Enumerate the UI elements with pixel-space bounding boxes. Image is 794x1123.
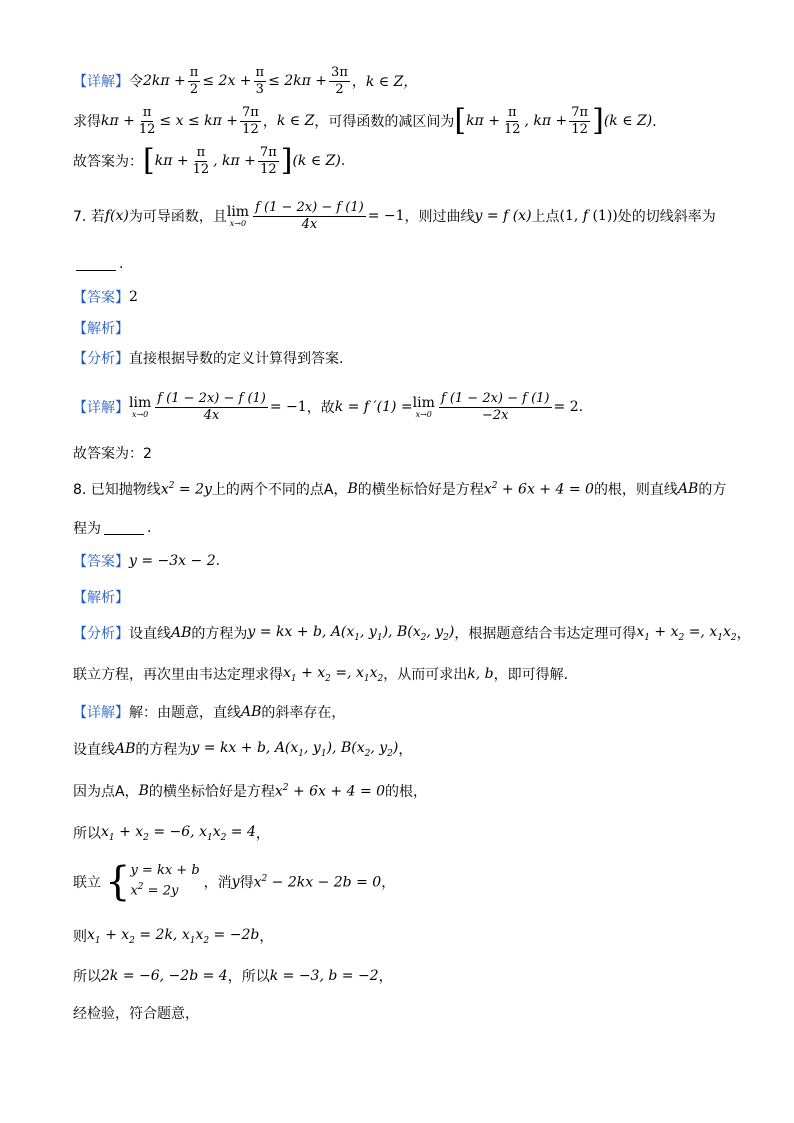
q8-text: 联立 bbox=[73, 875, 101, 891]
q8-detail-6 bbox=[73, 926, 273, 946]
fraction: $\frac{\pi}{12}$ bbox=[503, 105, 521, 137]
detail-line-3 bbox=[73, 143, 346, 179]
q7-line-1 bbox=[73, 201, 716, 231]
q8-text: 的根， bbox=[385, 784, 428, 800]
q8-text: 的根，则直线 bbox=[593, 482, 678, 498]
q8-text: 程为 bbox=[73, 521, 101, 537]
q8-detail-2 bbox=[73, 739, 412, 759]
q8-text: 的方程为 bbox=[135, 742, 192, 758]
detail-tag: 【详解】 bbox=[73, 400, 129, 417]
q8-detail-8 bbox=[73, 1003, 199, 1023]
math-expr: kπ + bbox=[466, 113, 500, 130]
math-point: (1, f (1)) bbox=[559, 208, 618, 225]
q7-detail bbox=[73, 392, 583, 422]
comma: ， bbox=[736, 626, 751, 642]
q7-analyze bbox=[73, 348, 343, 368]
analysis-tag: 【解析】 bbox=[73, 321, 129, 337]
bracket-close: ] bbox=[280, 143, 293, 179]
math-expr: $x^2 + 6x + 4 = 0$ bbox=[483, 480, 594, 498]
math-expr: AB bbox=[241, 704, 262, 720]
math-expr: y = kx + b, $A(x_1$, $y_1$), $B(x_2$, $y_2$) bbox=[247, 623, 455, 643]
q8-text: 的斜率存在， bbox=[261, 705, 346, 721]
comma: ， bbox=[262, 114, 277, 131]
fraction: $\frac{\pi}{12}$ bbox=[192, 145, 210, 177]
q8-text: ，即可得解. bbox=[493, 667, 569, 683]
math-expr: $x^2 = 2y$ bbox=[160, 480, 212, 498]
math-expr: 2kπ + bbox=[143, 73, 186, 90]
q8-text: 联立方程，再次里由韦达定理求得 bbox=[73, 667, 283, 683]
q8-text: 的方 bbox=[698, 482, 727, 498]
comma: ， bbox=[381, 875, 396, 891]
analyze-tag: 【分析】 bbox=[73, 351, 129, 367]
q8-text: 因为点A， bbox=[73, 784, 139, 800]
fraction: $\frac{7\pi}{12}$ bbox=[571, 105, 589, 137]
answer-tag: 【答案】 bbox=[73, 290, 129, 306]
math-expr: k = f ′(1) = bbox=[334, 399, 413, 416]
k-in-z: k ∈ Z， bbox=[365, 74, 418, 91]
fraction: $\frac{\pi}{3}$ bbox=[255, 65, 265, 97]
q8-detail-1 bbox=[73, 702, 345, 722]
math-expr: 2k = −6, −2b = 4 bbox=[101, 968, 228, 984]
q8-line-1 bbox=[73, 479, 726, 499]
fraction: $\frac{f (1 - 2x) - f (1)}{-2x}$ bbox=[440, 391, 550, 423]
math-expr: ≤ 2kπ + bbox=[268, 73, 328, 90]
answer-blank bbox=[76, 269, 116, 271]
comma: ， bbox=[255, 826, 270, 842]
answer-value: 2 bbox=[129, 289, 138, 305]
q8-line-2 bbox=[73, 518, 151, 538]
q7-text: 为可导函数，且 bbox=[128, 209, 227, 226]
math-expr: AB bbox=[115, 741, 136, 757]
math-expr: , kπ + bbox=[213, 153, 256, 170]
equation-system: { y = kx + b $x^2 = 2y$ bbox=[105, 859, 200, 905]
q8-text: ，从而可求出 bbox=[383, 667, 468, 683]
q8-text: 的横坐标恰好是方程 bbox=[148, 784, 275, 800]
fraction: $\frac{7\pi}{12}$ bbox=[259, 145, 277, 177]
k-in-z: (k ∈ Z) bbox=[603, 113, 653, 130]
q8-detail-4 bbox=[73, 823, 270, 843]
math-expr: y = f (x) bbox=[474, 208, 532, 225]
bracket-close: ] bbox=[592, 103, 604, 139]
math-expr: = −1 bbox=[367, 208, 405, 225]
detail-line-1 bbox=[73, 66, 417, 96]
k-in-z: (k ∈ Z) bbox=[292, 153, 341, 170]
q8-detail-3 bbox=[73, 781, 427, 801]
q7-text: 处的切线斜率为 bbox=[617, 209, 716, 226]
q7-text: ，则过曲线 bbox=[404, 209, 475, 226]
fraction: $\frac{7\pi}{12}$ bbox=[242, 105, 259, 137]
fraction: $\frac{f (1 - 2x) - f (1)}{4x}$ bbox=[255, 200, 364, 232]
final-answer: 故答案为：2 bbox=[73, 446, 152, 462]
q7-number: 7. 若 bbox=[73, 209, 105, 226]
math-expr: B bbox=[138, 783, 149, 799]
math-expr: kπ + bbox=[101, 113, 135, 130]
math-expr: $x_1 + x_2$ =, $x_1x_2$ bbox=[283, 664, 384, 684]
fraction: $\frac{f (1 - 2x) - f (1)}{4x}$ bbox=[157, 391, 266, 423]
period: . bbox=[119, 256, 124, 272]
answer-tag: 【答案】 bbox=[73, 554, 129, 570]
q8-text: ，所以 bbox=[227, 969, 270, 985]
q8-answer bbox=[73, 551, 220, 571]
math-expr: , kπ + bbox=[524, 113, 568, 130]
period: . bbox=[215, 553, 221, 569]
q7-text: ，故 bbox=[306, 400, 335, 417]
q8-text: 所以 bbox=[73, 826, 101, 842]
q8-text: 得 bbox=[239, 875, 254, 891]
q8-text: 所以 bbox=[73, 969, 101, 985]
q8-text: 则 bbox=[73, 929, 87, 945]
math-expr: $x^2 + 6x + 4 = 0$ bbox=[274, 782, 386, 800]
math-expr: $x_1 + x_2 = 2k$, $x_1x_2 = -2b$ bbox=[87, 926, 260, 946]
q8-text: 解：由题意，直线 bbox=[129, 705, 241, 721]
fraction: $\frac{\pi}{2}$ bbox=[189, 65, 199, 97]
math-expr: $x_1 + x_2$ =, $x_1x_2$ bbox=[636, 623, 737, 643]
comma: ， bbox=[398, 742, 413, 758]
detail-line-2 bbox=[73, 103, 667, 139]
analyze-text: 直接根据导数的定义计算得到答案. bbox=[129, 351, 344, 367]
q7-text: 上点 bbox=[531, 209, 560, 226]
math-expr: $x^2 - 2kx - 2b = 0$ bbox=[253, 873, 382, 891]
fraction: $\frac{3\pi}{2}$ bbox=[331, 65, 348, 97]
text-answer-label: 故答案为： bbox=[73, 154, 143, 171]
math-expr: = 2. bbox=[553, 399, 584, 416]
q8-detail-7 bbox=[73, 966, 393, 986]
q8-text: 8. 已知抛物线 bbox=[73, 482, 161, 498]
fraction: $\frac{\pi}{12}$ bbox=[138, 105, 156, 137]
period: . bbox=[340, 153, 346, 170]
comma: ， bbox=[378, 969, 393, 985]
math-expr: = −1 bbox=[269, 399, 307, 416]
math-expr: AB bbox=[171, 625, 192, 641]
q8-detail-5 bbox=[73, 859, 396, 905]
bracket-open: [ bbox=[143, 143, 155, 179]
math-fx: f(x) bbox=[104, 208, 129, 225]
math-expr: y = kx + b, $A(x_1$, $y_1$), $B(x_2$, $y_2$) bbox=[191, 739, 399, 759]
q8-text: 上的两个不同的点A， bbox=[211, 482, 348, 498]
comma: ， bbox=[259, 929, 274, 945]
math-expr: ≤ x ≤ kπ + bbox=[159, 113, 239, 130]
text-zhiqu: ，可得函数的减区间为 bbox=[314, 114, 455, 131]
analysis-tag: 【解析】 bbox=[73, 590, 129, 606]
k-in-z: k ∈ Z bbox=[276, 113, 315, 130]
math-expr: k, b bbox=[467, 666, 494, 682]
math-expr: kπ + bbox=[154, 153, 189, 170]
q8-text: 设直线 bbox=[129, 626, 171, 642]
math-expr: B bbox=[347, 481, 358, 497]
math-expr: AB bbox=[677, 481, 699, 497]
math-expr: $x_1 + x_2 = -6$, $x_1x_2 = 4$ bbox=[101, 823, 256, 843]
detail-tag: 【详解】 bbox=[73, 705, 129, 721]
comma: ， bbox=[351, 74, 366, 91]
period: ． bbox=[652, 114, 667, 131]
answer-blank bbox=[104, 533, 144, 535]
q8-text: 设直线 bbox=[73, 742, 115, 758]
q7-answer bbox=[73, 287, 138, 307]
math-expr: y bbox=[231, 874, 240, 890]
q8-text: 的横坐标恰好是方程 bbox=[357, 482, 484, 498]
q8-text: ，消 bbox=[203, 875, 232, 891]
math-expr: k = −3, b = −2 bbox=[269, 968, 379, 984]
detail-tag: 【详解】 bbox=[73, 74, 129, 91]
text-ling: 令 bbox=[129, 74, 143, 91]
period: . bbox=[147, 520, 152, 536]
q8-text: 经检验，符合题意， bbox=[73, 1006, 199, 1022]
q8-text: ，根据题意结合韦达定理可得 bbox=[454, 626, 637, 642]
q8-analyze-1 bbox=[73, 623, 751, 643]
lim-operator: lim x→0 bbox=[412, 394, 435, 419]
lim-operator: lim x→0 bbox=[226, 203, 250, 228]
bracket-open: [ bbox=[454, 103, 467, 139]
q8-analysis bbox=[73, 587, 129, 607]
analyze-tag: 【分析】 bbox=[73, 626, 129, 642]
q7-analysis bbox=[73, 318, 129, 338]
q8-analyze-2 bbox=[73, 664, 568, 684]
q7-final bbox=[73, 443, 152, 463]
answer-value: y = −3x − 2 bbox=[129, 553, 216, 569]
text-qiude: 求得 bbox=[73, 114, 101, 131]
q7-line-2 bbox=[73, 256, 123, 272]
math-expr: ≤ 2x + bbox=[202, 73, 252, 90]
lim-operator: lim x→0 bbox=[129, 394, 152, 419]
q8-text: 的方程为 bbox=[191, 626, 248, 642]
